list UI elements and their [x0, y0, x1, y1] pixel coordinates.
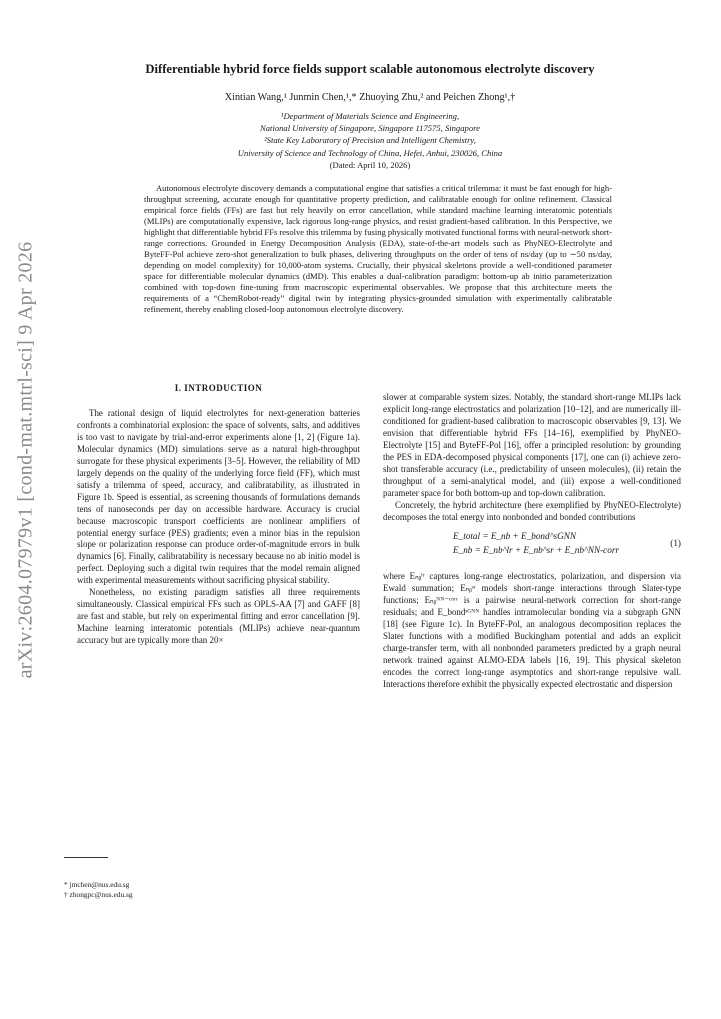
dated-line: (Dated: April 10, 2026)	[329, 159, 411, 170]
footnote-divider	[64, 857, 108, 858]
left-column	[77, 408, 360, 647]
paragraph: Nonetheless, no existing paradigm satisfies all three requirements simultaneously. Classical empirical FFs such as OPLS-AA [7] and GAFF [8] are fast and stable, but rely on experimental fitting and error cancellation [9]. Machine learning interatomic potentials (MLIPs) achieve near-quantum accuracy but are typically more than 20×	[77, 587, 360, 646]
abstract-text: Autonomous electrolyte discovery demands a computational engine that satisfies a critical trilemma: it must be fast enough for high-throughput screening, accurate enough for quantitative property prediction, and calibratable enough for online refinement. Classical empirical force fields (FFs) are fast but rely heavily on error cancellation, while standard machine learning interatomic potentials (MLIPs) are computationally expensive, lack rigorous long-range physics, and resist gradient-based calibration. In this Perspective, we highlight that differentiable hybrid FFs resolve this trilemma by fusing physically motivated functional forms with neural-network short-range corrections. Grounded in Energy Decomposition Analysis (EDA), state-of-the-art models such as PhyNEO-Electrolyte and ByteFF-Pol achieve zero-shot generalization to bulk phases, delivering throughputs on the order of tens of ns/day (up to ∼50 ns/day, depending on model complexity) for 10,000-atom systems. Crucially, their physical skeletons provide a well-conditioned parameter space for differentiable molecular dynamics (dMD). This enables a dual-calibration paradigm: bottom-up ab initio parameterization combined with top-down fine-tuning from macroscopic experimental observables. We propose that this architecture meets the requirements of a “ChemRobot-ready” digital twin by integrating physics-grounded simulation with experimentally calibratable refinement, thereby enabling closed-loop autonomous electrolyte discovery.	[144, 183, 612, 314]
affiliations	[60, 110, 680, 171]
equation-line: E_nb = E_nb^lr + E_nb^sr + E_nb^NN-corr	[453, 545, 619, 556]
equation-line: E_total = E_nb + E_bond^sGNN	[453, 531, 576, 542]
paragraph: slower at comparable system sizes. Notably, the standard short-range MLIPs lack explicit long-range electrostatics and polarization [10–12], and are numerically ill-conditioned for gradient-based calibration to macroscopic observables [9, 13]. We envision that differentiable hybrid FFs [14–16], exemplified by PhyNEO-Electrolyte [15] and ByteFF-Pol [16], offer a principled resolution: by grounding the PES in EDA-decomposed physical components [17], one can (i) achieve zero-shot transferable accuracy (i.e., predictability of unseen molecules), (ii) retain the throughput of a semi-analytical model, and (iii) expose a well-conditioned parameter space for both bottom-up and top-down calibration.	[383, 392, 681, 498]
equation-1	[383, 529, 681, 565]
footnotes	[64, 880, 314, 900]
arxiv-identifier-stamp	[6, 230, 46, 690]
arxiv-identifier: arXiv:2604.07979v1 [cond-mat.mtrl-sci] 9 Apr 2026	[14, 241, 37, 679]
paragraph: where Eₙᵦˡʳ captures long-range electrostatics, polarization, and dispersion via Ewald summation; Eₙᵦˢʳ models short-range interactions through Slater-type functions; Eₙᵦᴺᴺ⁻ᶜᵒʳʳ is a pairwise neural-network correction for short-range residuals; and E_bondˢᴳᴺᴺ handles intramolecular bonding via a subgraph GNN [18] (see Figure 1c). In ByteFF-Pol, an analogous decomposition replaces the Slater functions with a modified Buckingham potential and adds an explicit charge-transfer term, with all nonbonded parameters predicted by a graph neural network trained against ALMO-EDA labels [16, 19]. This physical skeleton encodes the correct long-range asymptotics and short-range repulsive wall. Interactions therefore exhibit the physically expected electrostatic and dispersion	[383, 571, 681, 690]
footnote-email[interactable]: * jmchen@nus.edu.sg	[64, 880, 130, 889]
equation-number: (1)	[670, 538, 681, 549]
abstract	[144, 183, 612, 315]
section-heading-introduction: I. INTRODUCTION	[174, 383, 263, 393]
affiliation-line: University of Science and Technology of China, Hefei, Anhui, 230026, China	[237, 147, 503, 158]
paragraph: Concretely, the hybrid architecture (here exemplified by PhyNEO-Electrolyte) decomposes the total energy into nonbonded and bonded contributions	[383, 499, 681, 522]
paper-title: Differentiable hybrid force fields support scalable autonomous electrolyte discovery	[145, 62, 595, 76]
footnote-email[interactable]: † zhongpc@nus.edu.sg	[64, 890, 133, 899]
affiliation-line: ¹Department of Materials Science and Engineering,	[280, 111, 460, 121]
right-column	[383, 392, 681, 691]
author-list: Xintian Wang,¹ Junmin Chen,¹,* Zhuoying Zhu,² and Peichen Zhong¹,†	[224, 92, 516, 103]
paragraph: The rational design of liquid electrolytes for next-generation batteries confronts a combinatorial explosion: the space of solvents, salts, and additives is too vast to navigate by trial-and-error experiments alone [1, 2] (Figure 1a). Molecular dynamics (MD) simulations serve as a natural high-throughput surrogate for these physical experiments [3–5]. However, the reliability of MD largely depends on the quality of the underlying force field (FF), which must satisfy a trilemma of speed, accuracy, and calibratability, as illustrated in Figure 1b. Speed is essential, as screening thousands of formulations demands tens of nanoseconds per day on accessible hardware. Accuracy is crucial because macroscopic transport coefficients are nonlinear amplifiers of potential energy surface (PES) gradients; even a minor bias in the repulsion slope or polarization response can produce order-of-magnitude errors in bulk dynamics [6]. Finally, calibratability is necessary because no ab initio model is perfect. Deploying such a digital twin requires that the model remain aligned with experimental measurements without sacrificing physical stability.	[77, 408, 360, 586]
affiliation-line: National University of Singapore, Singapore 117575, Singapore	[260, 123, 480, 134]
affiliation-line: ²State Key Laboratory of Precision and Intelligent Chemistry,	[264, 135, 476, 146]
